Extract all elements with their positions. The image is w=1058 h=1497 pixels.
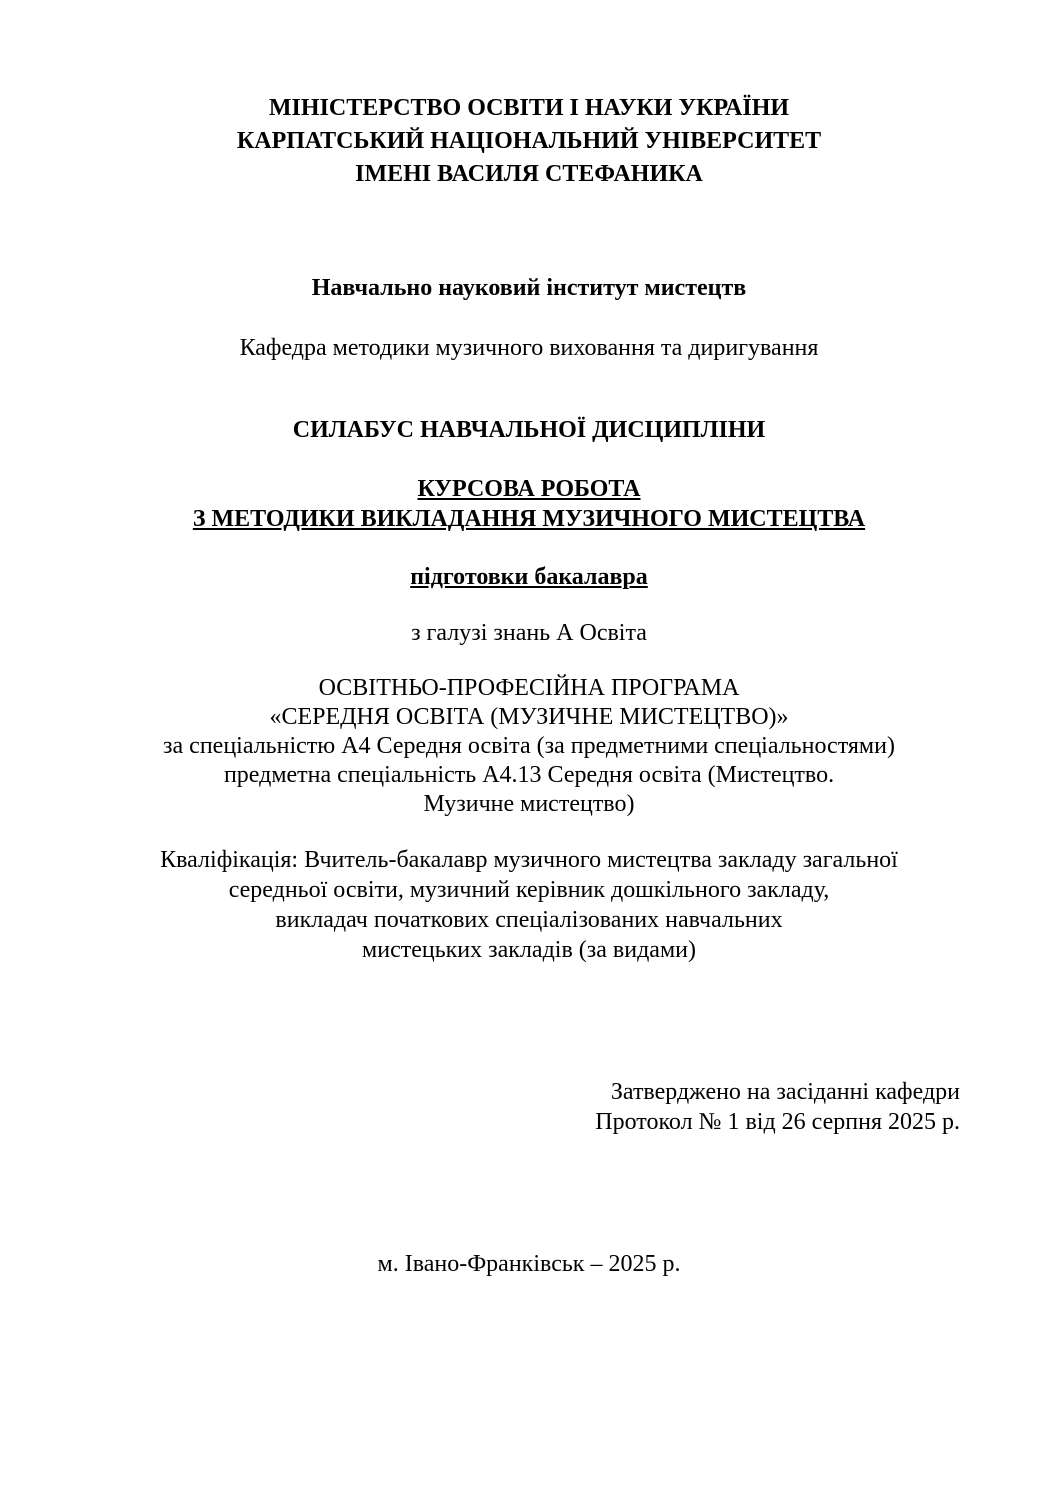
course-title-line-2: З МЕТОДИКИ ВИКЛАДАННЯ МУЗИЧНОГО МИСТЕЦТВА [192,506,866,532]
department-name: Кафедра методики музичного виховання та диригування [239,335,819,361]
approval-line-1: Затверджено на засіданні кафедри [610,1079,960,1105]
qualification-line-3: викладач початкових спеціалізованих навчальних [275,907,783,933]
educational-program [0,674,1058,819]
qualification-line-2: середньої освіти, музичний керівник дошкільного закладу, [228,877,830,903]
program-heading-line: ОСВІТНЬО-ПРОФЕСІЙНА ПРОГРАМА [318,675,740,701]
syllabus-heading: СИЛАБУС НАВЧАЛЬНОЇ ДИСЦИПЛІНИ [292,417,766,443]
qualification-line-1: Кваліфікація: Вчитель-бакалавр музичного мистецтва закладу загальної [160,847,898,873]
course-title-line-1: КУРСОВА РОБОТА [417,476,641,502]
program-name-line: «СЕРЕДНЯ ОСВІТА (МУЗИЧНЕ МИСТЕЦТВО)» [269,704,789,730]
city-year-footer: м. Івано-Франківськ – 2025 р. [377,1251,681,1277]
institute-name: Навчально науковий інститут мистецтв [311,275,747,301]
program-specialty-line: за спеціальністю А4 Середня освіта (за предметними спеціальностями) [163,733,895,759]
approval-line-2: Протокол № 1 від 26 серпня 2025 р. [595,1109,960,1135]
university-line: КАРПАТСЬКИЙ НАЦІОНАЛЬНИЙ УНІВЕРСИТЕТ [236,128,822,154]
program-subject-specialty-cont-line: Музичне мистецтво) [423,791,635,817]
field-of-knowledge: з галузі знань А Освіта [411,620,647,646]
approval-note [0,1077,1058,1137]
course-title [0,474,1058,534]
degree-level: підготовки бакалавра [410,564,648,590]
ministry-line: МІНІСТЕРСТВО ОСВІТИ І НАУКИ УКРАЇНИ [268,95,790,121]
qualification [0,845,1058,965]
program-subject-specialty-line: предметна спеціальність А4.13 Середня освіта (Мистецтво. [223,762,835,788]
ministry-university-header [0,92,1058,191]
university-name-line: ІМЕНІ ВАСИЛЯ СТЕФАНИКА [355,161,703,187]
qualification-line-4: мистецьких закладів (за видами) [362,937,696,963]
